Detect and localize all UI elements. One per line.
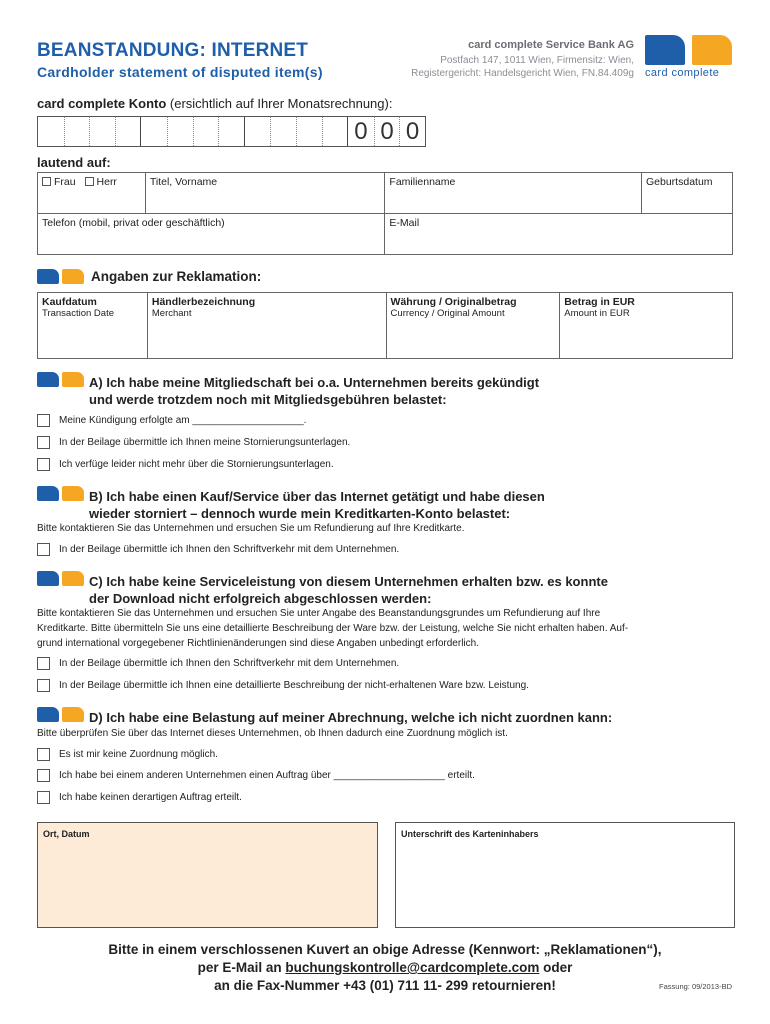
checkbox[interactable] [37,657,50,670]
konto-digit: 0 [399,117,425,146]
konto-digit[interactable] [322,117,348,146]
herr-label: Herr [96,176,117,188]
reklamation-table [37,292,733,359]
footer-instructions: Bitte in einem verschlossenen Kuvert an obige Adresse (Kennwort: „Reklamationen“), per E-Mail an buchungskontrolle@cardcomplete.com oder an die Fax-Nummer +43 (01) 711 11- 299 retournieren! [108,942,662,993]
version-label: Fassung: 09/2013-BD [659,982,732,991]
konto-digit[interactable] [245,117,271,146]
section-d [37,707,84,727]
signature-field[interactable]: Unterschrift des Karteninhabers [395,822,735,928]
section-a-option-2[interactable]: In der Beilage übermittle ich Ihnen meine Stornierungsunterlagen. [37,436,350,449]
bank-register: Registergericht: Handelsgericht Wien, FN.84.409g [411,68,634,79]
orange-square-icon [62,707,84,722]
section-a-option-3[interactable]: Ich verfüge leider nicht mehr über die Stornierungsunterlagen. [37,458,334,471]
checkbox[interactable] [37,748,50,761]
logo-orange-square-icon [692,35,732,65]
section-b-note: Bitte kontaktieren Sie das Unternehmen und ersuchen Sie um Refundierung auf Ihre Kreditkarte. [37,523,465,534]
section-c-option-1[interactable]: In der Beilage übermittle ich Ihnen den Schriftverkehr mit dem Unternehmen. [37,657,399,670]
konto-digit[interactable] [167,117,193,146]
section-c-note: Bitte kontaktieren Sie das Unternehmen und ersuchen Sie unter Angabe des Beanstandungsgrundes um Refundierung auf Ihre Kreditkarte. Bitte übermitteln Sie uns eine detaillierte Beschreibung der Ware bzw. der Leistung, welche Sie nicht erhalten haben. Auf- grund international vorgegebener Richtlinienänderungen sind diese Angaben unbedingt erforderlich. [37,608,629,649]
konto-label: card complete Konto (ersichtlich auf Ihrer Monatsrechnung): [37,96,393,111]
logo-blue-square-icon [645,35,685,65]
section-b-heading: B) Ich habe einen Kauf/Service über das Internet getätigt und habe diesen wieder storniert – dennoch wurde mein Kreditkarten-Konto belastet: [89,489,545,521]
section-c-heading: C) Ich habe keine Serviceleistung von diesem Unternehmen erhalten bzw. es konnte der Download nicht erfolgreich abgeschlossen werden: [89,574,608,606]
logo-text: card complete [645,67,720,79]
section-a [37,372,84,392]
checkbox[interactable] [37,769,50,782]
section-b-option-1[interactable]: In der Beilage übermittle ich Ihnen den Schriftverkehr mit dem Unternehmen. [37,543,399,556]
section-d-note: Bitte überprüfen Sie über das Internet dieses Unternehmen, ob Ihnen dadurch eine Zuordnung möglich ist. [37,728,508,739]
section-a-heading: A) Ich habe meine Mitgliedschaft bei o.a. Unternehmen bereits gekündigt und werde trotzdem noch mit Mitgliedsgebühren belastet: [89,375,540,407]
konto-digit[interactable] [89,117,115,146]
checkbox[interactable] [37,543,50,556]
haendler-field[interactable]: Händlerbezeichnung Merchant [147,293,386,359]
konto-digit: 0 [374,117,400,146]
konto-digit[interactable] [296,117,322,146]
section-c [37,571,84,591]
frau-label: Frau [54,176,76,188]
page-subtitle: Cardholder statement of disputed item(s) [37,64,323,80]
blue-square-icon [37,372,59,387]
section-a-option-1[interactable]: Meine Kündigung erfolgte am ____________________. [37,414,306,427]
section-b [37,486,84,506]
blue-square-icon [37,486,59,501]
reklamation-header [37,268,261,285]
checkbox[interactable] [37,458,50,471]
lautend-auf-heading: lautend auf: [37,155,111,170]
orange-square-icon [62,372,84,387]
konto-digit[interactable] [64,117,90,146]
konto-digit[interactable] [270,117,296,146]
bank-address: Postfach 147, 1011 Wien, Firmensitz: Wien, [440,55,634,66]
checkbox[interactable] [37,436,50,449]
kaufdatum-field[interactable]: Kaufdatum Transaction Date [38,293,148,359]
konto-group-1 [38,117,140,146]
konto-group-3 [244,117,347,146]
section-d-option-3[interactable]: Ich habe keinen derartigen Auftrag erteilt. [37,791,242,804]
konto-digit: 0 [354,118,368,145]
herr-checkbox[interactable] [85,177,94,186]
person-table [37,172,733,255]
reklamation-heading: Angaben zur Reklamation: [91,269,262,284]
betrag-field[interactable]: Betrag in EUR Amount in EUR [560,293,733,359]
email-link[interactable]: buchungskontrolle@cardcomplete.com [285,960,540,975]
checkbox[interactable] [37,679,50,692]
konto-digit[interactable] [38,117,64,146]
konto-number-field[interactable] [37,116,426,147]
section-c-option-2[interactable]: In der Beilage übermittle ich Ihnen eine detaillierte Beschreibung der nicht-erhaltenen Ware bzw. Leistung. [37,679,529,692]
checkbox[interactable] [37,414,50,427]
frau-checkbox[interactable] [42,177,51,186]
konto-digit[interactable] [141,117,167,146]
telefon-field[interactable]: Telefon (mobil, privat oder geschäftlich) [38,214,385,255]
blue-square-icon [37,269,59,284]
konto-digit[interactable] [218,117,244,146]
konto-group-2 [140,117,243,146]
blue-square-icon [37,707,59,722]
section-d-heading: D) Ich habe eine Belastung auf meiner Abrechnung, welche ich nicht zuordnen kann: [89,710,613,725]
orange-square-icon [62,269,84,284]
konto-group-4 [347,117,425,146]
titel-vorname-field[interactable]: Titel, Vorname [145,173,385,214]
konto-digit[interactable] [193,117,219,146]
ort-datum-field[interactable]: Ort, Datum [37,822,378,928]
salutation-cell [38,173,146,214]
section-d-option-1[interactable]: Es ist mir keine Zuordnung möglich. [37,748,218,761]
bank-name: card complete Service Bank AG [468,39,634,51]
orange-square-icon [62,486,84,501]
familienname-field[interactable]: Familienname [385,173,642,214]
geburtsdatum-field[interactable]: Geburtsdatum [642,173,733,214]
orange-square-icon [62,571,84,586]
email-field[interactable]: E-Mail [385,214,733,255]
waehrung-field[interactable]: Währung / Originalbetrag Currency / Original Amount [386,293,560,359]
checkbox[interactable] [37,791,50,804]
blue-square-icon [37,571,59,586]
konto-digit[interactable] [115,117,141,146]
section-d-option-2[interactable]: Ich habe bei einem anderen Unternehmen einen Auftrag über ____________________ erteilt. [37,769,475,782]
page-title: BEANSTANDUNG: INTERNET [37,40,309,61]
